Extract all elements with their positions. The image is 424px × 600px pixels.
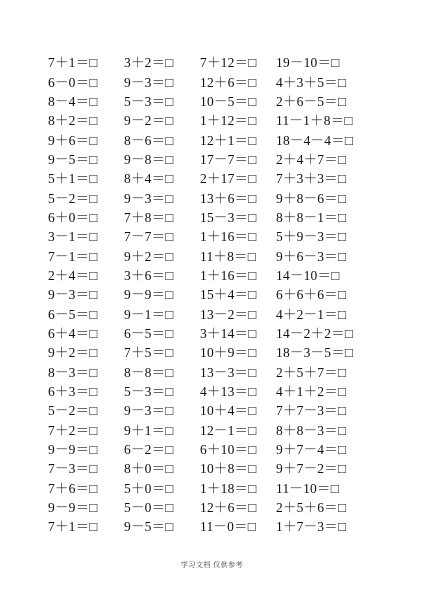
math-problem: 9－5＝□ bbox=[124, 519, 174, 535]
math-problem: 1＋12＝□ bbox=[200, 113, 257, 129]
math-problem: 11＋8＝□ bbox=[200, 248, 257, 264]
math-problem: 11－0＝□ bbox=[200, 519, 257, 535]
math-problem: 11－10＝□ bbox=[276, 480, 340, 496]
math-problem: 7＋1＝□ bbox=[48, 519, 98, 535]
math-problem: 9＋8－6＝□ bbox=[276, 190, 347, 206]
math-problem: 10＋4＝□ bbox=[200, 403, 257, 419]
math-problem: 3＋6＝□ bbox=[124, 267, 174, 283]
math-problem: 9－3＝□ bbox=[124, 403, 174, 419]
math-problem: 10＋9＝□ bbox=[200, 345, 257, 361]
math-problem: 14－2＋2＝□ bbox=[276, 325, 354, 341]
math-problem: 12＋1＝□ bbox=[200, 132, 257, 148]
math-problem: 6－5＝□ bbox=[124, 325, 174, 341]
math-problem: 8＋4＝□ bbox=[124, 171, 174, 187]
math-problem: 3－1＝□ bbox=[48, 229, 98, 245]
math-problem: 7＋12＝□ bbox=[200, 55, 257, 71]
math-problem: 9＋6＝□ bbox=[48, 132, 98, 148]
math-problem: 7＋2＝□ bbox=[48, 422, 98, 438]
math-problem: 19－10＝□ bbox=[276, 55, 340, 71]
math-problem: 8－3＝□ bbox=[48, 364, 98, 380]
math-problem: 5＋9－3＝□ bbox=[276, 229, 347, 245]
math-problem: 7＋3＋3＝□ bbox=[276, 171, 347, 187]
math-problem: 12－1＝□ bbox=[200, 422, 257, 438]
math-problem: 8＋8－3＝□ bbox=[276, 422, 347, 438]
math-problem: 7－1＝□ bbox=[48, 248, 98, 264]
math-problem: 18－4－4＝□ bbox=[276, 132, 354, 148]
math-problem: 2＋6－5＝□ bbox=[276, 93, 347, 109]
math-problem: 6＋0＝□ bbox=[48, 209, 98, 225]
math-problem: 9－9＝□ bbox=[48, 442, 98, 458]
math-problem: 6＋10＝□ bbox=[200, 442, 257, 458]
math-problem: 5＋1＝□ bbox=[48, 171, 98, 187]
math-problem: 9－3＝□ bbox=[124, 74, 174, 90]
math-problem: 1＋16＝□ bbox=[200, 267, 257, 283]
math-problem: 10＋8＝□ bbox=[200, 461, 257, 477]
math-problem: 7＋5＝□ bbox=[124, 345, 174, 361]
math-problem: 5－3＝□ bbox=[124, 93, 174, 109]
math-problem: 2＋4＝□ bbox=[48, 267, 98, 283]
math-problem: 7＋8＝□ bbox=[124, 209, 174, 225]
math-problem: 12＋6＝□ bbox=[200, 74, 257, 90]
math-problem: 17－7＝□ bbox=[200, 151, 257, 167]
math-problem: 8－6＝□ bbox=[124, 132, 174, 148]
math-problem: 8－8＝□ bbox=[124, 364, 174, 380]
math-problem: 10－5＝□ bbox=[200, 93, 257, 109]
math-problem: 9－5＝□ bbox=[48, 151, 98, 167]
math-problem: 5－2＝□ bbox=[48, 190, 98, 206]
math-problem: 9＋7－2＝□ bbox=[276, 461, 347, 477]
math-problem: 13＋6＝□ bbox=[200, 190, 257, 206]
math-problem: 9＋6－3＝□ bbox=[276, 248, 347, 264]
math-problem: 9＋2＝□ bbox=[48, 345, 98, 361]
math-problem: 6＋3＝□ bbox=[48, 384, 98, 400]
math-problem: 13－2＝□ bbox=[200, 306, 257, 322]
math-problem: 5＋0＝□ bbox=[124, 480, 174, 496]
math-problem: 12＋6＝□ bbox=[200, 500, 257, 516]
math-problem: 9－9＝□ bbox=[124, 287, 174, 303]
math-problem: 7＋1＝□ bbox=[48, 55, 98, 71]
math-problem: 9＋2＝□ bbox=[124, 248, 174, 264]
math-problem: 13－3＝□ bbox=[200, 364, 257, 380]
math-problem: 6＋4＝□ bbox=[48, 325, 98, 341]
math-problem: 1＋7－3＝□ bbox=[276, 519, 347, 535]
math-problem: 1＋18＝□ bbox=[200, 480, 257, 496]
math-problem: 1＋16＝□ bbox=[200, 229, 257, 245]
math-problem: 3＋14＝□ bbox=[200, 325, 257, 341]
math-problem: 8＋2＝□ bbox=[48, 113, 98, 129]
math-problem: 8＋8－1＝□ bbox=[276, 209, 347, 225]
math-problem: 7－3＝□ bbox=[48, 461, 98, 477]
math-problem: 2＋17＝□ bbox=[200, 171, 257, 187]
math-problem: 9－1＝□ bbox=[124, 306, 174, 322]
math-problem: 8－4＝□ bbox=[48, 93, 98, 109]
math-problem: 6－2＝□ bbox=[124, 442, 174, 458]
math-problem: 9－2＝□ bbox=[124, 113, 174, 129]
math-problem: 5－2＝□ bbox=[48, 403, 98, 419]
page-footer: 学习文档 仅供参考 bbox=[180, 561, 244, 569]
math-problem: 9－8＝□ bbox=[124, 151, 174, 167]
math-problem: 11－1＋8＝□ bbox=[276, 113, 353, 129]
math-problem: 6＋6＋6＝□ bbox=[276, 287, 347, 303]
math-problem: 9－9＝□ bbox=[48, 500, 98, 516]
math-problem: 4＋2－1＝□ bbox=[276, 306, 347, 322]
math-problem: 9＋1＝□ bbox=[124, 422, 174, 438]
math-problem: 15－3＝□ bbox=[200, 209, 257, 225]
problem-grid bbox=[48, 53, 378, 537]
math-problem: 9＋7－4＝□ bbox=[276, 442, 347, 458]
math-problem: 9－3＝□ bbox=[124, 190, 174, 206]
math-problem: 2＋5＋7＝□ bbox=[276, 364, 347, 380]
math-problem: 7＋6＝□ bbox=[48, 480, 98, 496]
math-problem: 6－5＝□ bbox=[48, 306, 98, 322]
math-problem: 18－3－5＝□ bbox=[276, 345, 354, 361]
math-problem: 14－10＝□ bbox=[276, 267, 340, 283]
math-problem: 7＋7－3＝□ bbox=[276, 403, 347, 419]
math-problem: 5－3＝□ bbox=[124, 384, 174, 400]
math-problem: 9－3＝□ bbox=[48, 287, 98, 303]
math-problem: 5－0＝□ bbox=[124, 500, 174, 516]
math-problem: 2＋4＋7＝□ bbox=[276, 151, 347, 167]
math-problem: 2＋5＋6＝□ bbox=[276, 500, 347, 516]
math-problem: 4＋1＋2＝□ bbox=[276, 384, 347, 400]
math-problem: 3＋2＝□ bbox=[124, 55, 174, 71]
math-problem: 8＋0＝□ bbox=[124, 461, 174, 477]
math-problem: 4＋13＝□ bbox=[200, 384, 257, 400]
math-problem: 4＋3＋5＝□ bbox=[276, 74, 347, 90]
math-problem: 15＋4＝□ bbox=[200, 287, 257, 303]
math-problem: 6－0＝□ bbox=[48, 74, 98, 90]
math-problem: 7－7＝□ bbox=[124, 229, 174, 245]
